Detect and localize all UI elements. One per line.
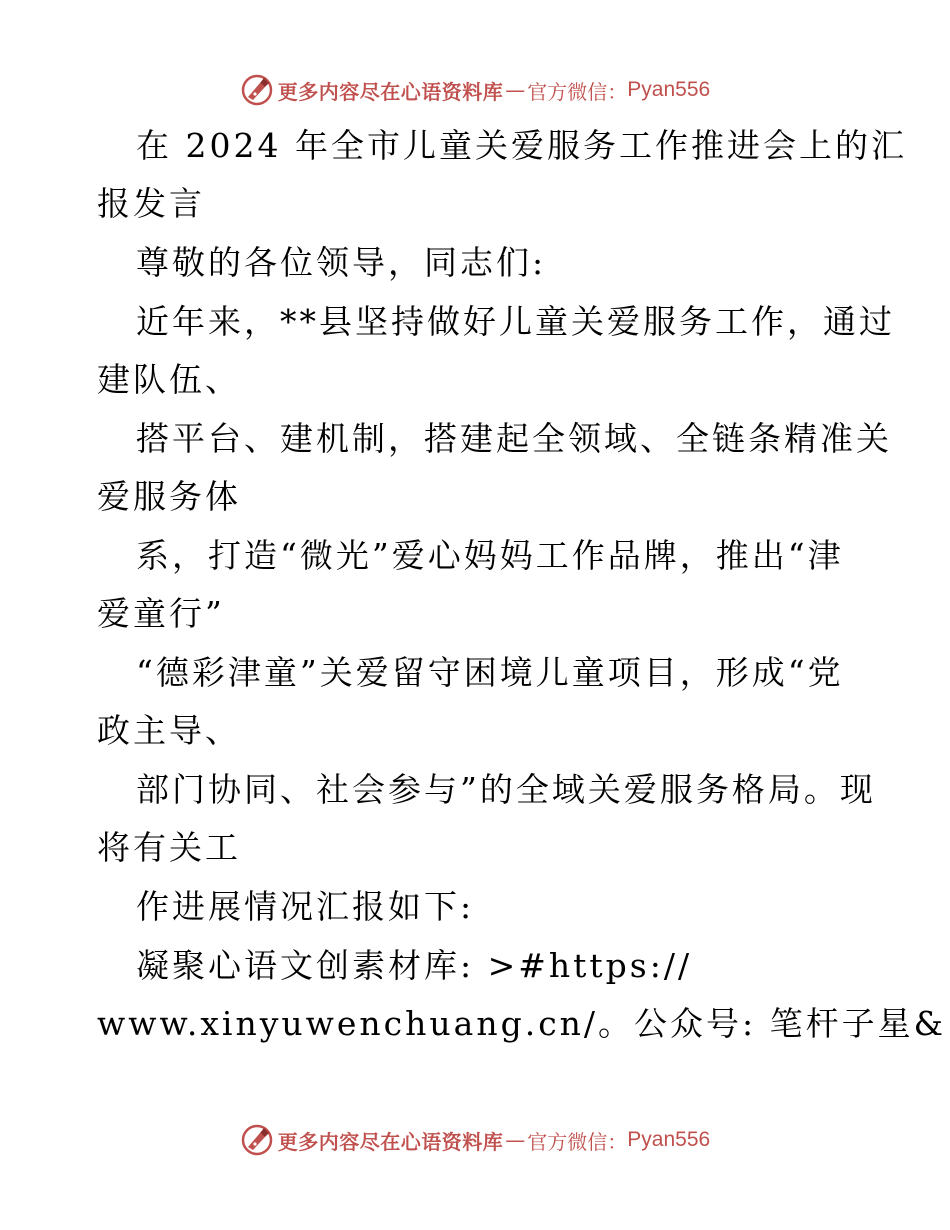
watermark-main-text: 更多内容尽在心语资料库 [277,1129,504,1154]
paragraph-line: 将有关工 [97,828,241,867]
title-line-2: 报发言 [97,184,205,223]
paragraph-line: 爱服务体 [97,477,241,516]
watermark-main-text: 更多内容尽在心语资料库 [277,79,504,104]
paragraph-line: 建队伍、 [97,360,241,399]
paragraph-line: 作进展情况汇报如下: [136,887,475,926]
watermark-dash: — [505,1128,526,1152]
watermark-wechat-label: 官方微信： [527,1129,628,1154]
watermark-wechat-id: Pyan556 [627,78,711,101]
watermark-dash: — [505,78,526,102]
salutation: 尊敬的各位领导，同志们: [136,243,547,282]
paragraph-line: 部门协同、社会参与”的全域关爱服务格局。现 [136,770,876,809]
watermark-wechat-label: 官方微信： [527,79,628,104]
watermark-wechat-id: Pyan556 [627,1128,711,1151]
paragraph-line: 近年来，**县坚持做好儿童关爱服务工作，通过 [136,302,895,341]
paragraph-line: 搭平台、建机制，搭建起全领域、全链条精准关 [136,419,892,458]
paragraph-line: 系，打造“微光”爱心妈妈工作品牌，推出“津 [136,536,844,575]
pen-nib-logo-icon [240,1123,274,1157]
footer-watermark [0,1120,950,1160]
paragraph-line: “德彩津童”关爱留守困境儿童项目，形成“党 [136,653,844,692]
paragraph-line: 凝聚心语文创素材库: >#https:// [136,946,693,985]
paragraph-line: www.xinyuwenchuang.cn/。公众号: 笔杆子星& [97,1004,947,1043]
title-line-1: 在 2024 年全市儿童关爱服务工作推进会上的汇 [136,126,907,165]
paragraph-line: 爱童行” [97,594,225,633]
paragraph-line: 政主导、 [97,711,241,750]
